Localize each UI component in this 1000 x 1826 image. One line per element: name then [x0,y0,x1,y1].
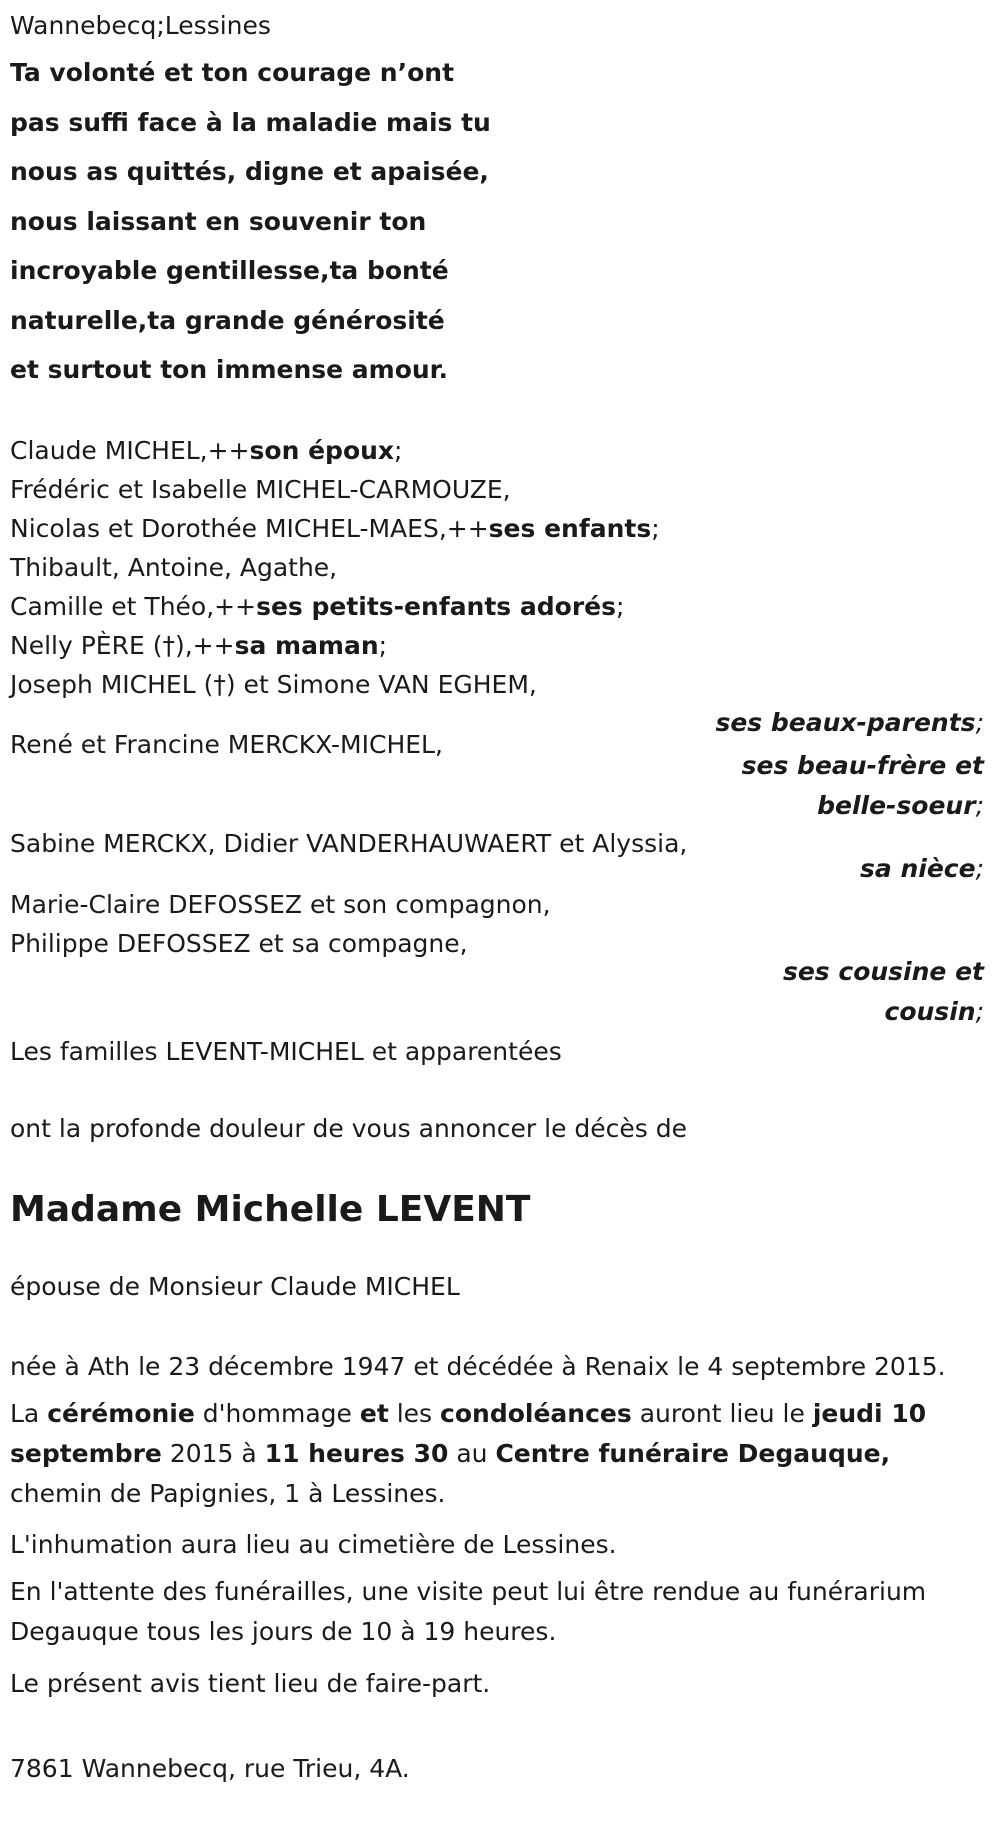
grandchildren-role: ses petits-enfants adorés [256,592,616,621]
announcement: ont la profonde douleur de vous annoncer le décès de [10,1114,688,1143]
ceremony-text: 2015 à [161,1439,265,1468]
deceased-name: Madame Michelle LEVENT [10,1189,531,1230]
separator: ; [975,854,984,883]
siblings-role-line2: belle-soeur [817,791,976,820]
niece-role: sa nièce [860,854,976,883]
separator: ; [975,791,984,820]
family-line-spouse [10,434,402,468]
separator: ; [975,708,984,737]
spouse-role: son époux [249,436,395,465]
role-cousins [783,952,984,1032]
family-line-children-2 [10,512,660,546]
separator: ; [378,631,388,660]
ceremony-bold: 11 heures 30 [264,1439,449,1468]
separator: ; [975,997,984,1026]
ceremony-bold: et [359,1399,389,1428]
family-line-grandchildren-2 [10,590,624,624]
family-line-children-1: Frédéric et Isabelle MICHEL-CARMOUZE, [10,475,511,504]
children-role: ses enfants [488,514,652,543]
poem-line: nous as quittés, digne et apaisée, [10,157,489,186]
ceremony-text: auront lieu le [631,1399,813,1428]
burial: L'inhumation aura lieu au cimetière de Lessines. [10,1530,617,1559]
role-in-laws [715,703,984,743]
families-line: Les familles LEVENT-MICHEL et apparentées [10,1037,562,1066]
ceremony-bold: jeudi 10 septembre [10,1399,927,1468]
birth-death: née à Ath le 23 décembre 1947 et décédée à Renaix le 4 septembre 2015. [10,1352,946,1381]
ceremony-text: chemin de Papignies, 1 à Lessines. [10,1479,446,1508]
family-line-in-laws: Joseph MICHEL (†) et Simone VAN EGHEM, [10,670,537,699]
poem-line: pas suffi face à la maladie mais tu [10,107,491,137]
cousins-role-line1: ses cousine et [782,957,984,986]
separator: ; [651,514,660,543]
poem-line: naturelle,ta grande générosité [10,305,445,335]
ceremony-text: les [388,1399,441,1428]
ceremony-bold: Centre funéraire Degauque, [495,1439,891,1468]
family-line-cousins-2: Philippe DEFOSSEZ et sa compagne, [10,929,468,958]
spouse-names: Claude MICHEL,++ [10,436,250,465]
ceremony-text: La [10,1399,48,1428]
separator: ; [394,436,403,465]
grandchildren-names: Camille et Théo,++ [10,592,257,621]
siblings-role-line1: ses beau-frère et [741,751,984,780]
ceremony-paragraph [10,1394,990,1514]
location-line: Wannebecq;Lessines [10,11,271,40]
poem-line: nous laissant en souvenir ton [10,206,427,236]
poem-line: et surtout ton immense amour. [10,355,448,384]
family-line-grandchildren-1: Thibault, Antoine, Agathe, [10,553,338,582]
ceremony-bold: condoléances [440,1399,632,1428]
role-niece [860,849,984,889]
in-laws-role: ses beaux-parents [715,708,976,737]
separator: ; [616,592,625,621]
family-line-mother [10,629,387,663]
cousins-role-line2: cousin [884,997,976,1026]
mother-names: Nelly PÈRE (†),++ [10,631,235,660]
poem-line: incroyable gentillesse,ta bonté [10,256,449,285]
ceremony-bold: cérémonie [47,1399,195,1428]
ceremony-text: d'hommage [194,1399,360,1428]
visit: En l'attente des funérailles, une visite peut lui être rendue au funérarium Degauque tous les jours de 10 à 19 heures. [10,1577,927,1646]
poem [10,55,491,402]
family-line-niece: Sabine MERCKX, Didier VANDERHAUWAERT et Alyssia, [10,829,688,858]
notice: Le présent avis tient lieu de faire-part. [10,1669,491,1698]
spouse-of: épouse de Monsieur Claude MICHEL [10,1272,460,1301]
mother-role: sa maman [234,631,379,660]
ceremony-text: au [448,1439,496,1468]
children-names: Nicolas et Dorothée MICHEL-MAES,++ [10,514,489,543]
poem-line: Ta volonté et ton courage n’ont [10,58,455,87]
family-line-siblings-in-law: René et Francine MERCKX-MICHEL, [10,730,443,759]
family-line-cousins-1: Marie-Claire DEFOSSEZ et son compagnon, [10,890,551,919]
role-siblings-in-law [742,746,984,826]
address: 7861 Wannebecq, rue Trieu, 4A. [10,1754,410,1783]
